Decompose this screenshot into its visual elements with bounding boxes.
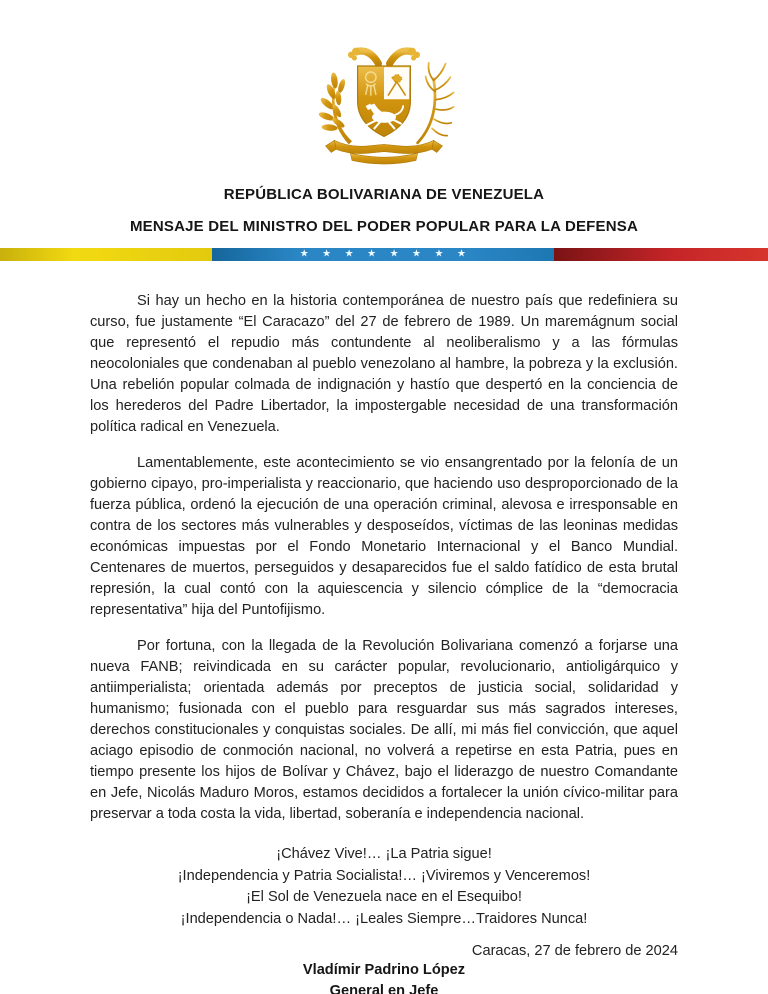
star-icon: ★: [344, 248, 354, 259]
flag-blue-band: [212, 248, 554, 261]
paragraph: Lamentablemente, este acontecimiento se vio ensangrentado por la felonía de un gobierno cipayo, pro-imperialista y reaccionario, que haciendo uso desproporcionado de la fuerza pública, ordenó la ejecución de una operación criminal, alevosa e irresponsable en contra de los sectores más vulnerables y desposeídos, víctimas de las leoninas medidas económicas impuestas por el Fondo Monetario Internacional y el Banco Mundial. Centenares de muertos, perseguidos y desaparecidos fue el saldo fatídico de esta brutal represión, la cual contó con la aquiescencia y silencio cómplice de la “democracia representativa” hija del Puntofijismo.: [90, 455, 678, 618]
star-icon: ★: [389, 248, 399, 259]
slogan-line: ¡Independencia y Patria Socialista!… ¡Viviremos y Venceremos!: [177, 867, 591, 884]
slogan-line: ¡El Sol de Venezuela nace en el Esequibo!: [246, 889, 522, 905]
title-message: MENSAJE DEL MINISTRO DEL PODER POPULAR PARA LA DEFENSA: [129, 218, 639, 235]
paragraph: Si hay un hecho en la historia contemporánea de nuestro país que redefiniera su curso, fue justamente “El Caracazo” del 27 de febrero de 1989. Un maremágnum social que representó el repudio más contundente al neoliberalismo y a las fórmulas neocoloniales que condenaban al pueblo venezolano al hambre, la pobreza y la exclusión. Una rebelión popular colmada de indignación y hastío que despertó en la conciencia de los herederos del Padre Libertador, la impostergable necesidad de una transformación política radical en Venezuela.: [90, 293, 678, 435]
paragraph: Por fortuna, con la llegada de la Revolución Bolivariana comenzó a forjarse una nueva FANB; reivindicada en su carácter popular, revolucionario, antioligárquico y antiimperialista; orientada además por preceptos de justicia social, solidaridad y humanismo; fusionada con el pueblo para resguardar sus más sagrados intereses, derechos constitucionales y conquistas sociales. De allí, mi más fiel convicción, que aquel aciago episodio de conmoción nacional, no volverá a repetirse en esta Patria, pues en tiempo presente los hijos de Bolívar y Chávez, bajo el liderazgo de nuestro Comandante en Jefe, Nicolás Maduro Moros, estamos decididos a fortalecer la unión cívico-militar para preservar a toda costa la vida, libertad, soberanía e independencia nacional.: [90, 638, 678, 822]
letter-body: [90, 291, 678, 930]
document-header: [0, 186, 768, 235]
flag-yellow-band: [0, 248, 212, 261]
star-icon: ★: [412, 248, 422, 259]
star-icon: ★: [299, 248, 309, 259]
star-icon: ★: [434, 248, 444, 259]
signature-title: General en Jefe: [329, 983, 439, 994]
flag-stars: [300, 250, 466, 260]
star-icon: ★: [322, 248, 332, 259]
title-republic: REPÚBLICA BOLIVARIANA DE VENEZUELA: [223, 186, 545, 203]
signature-block: [0, 960, 768, 994]
emblem-container: [0, 0, 768, 174]
flag-red-band: [554, 248, 768, 261]
star-icon: ★: [367, 248, 377, 259]
flag-divider: [0, 248, 768, 261]
slogan-line: ¡Independencia o Nada!… ¡Leales Siempre…Traidores Nunca!: [180, 910, 588, 927]
slogan-line: ¡Chávez Vive!… ¡La Patria sigue!: [276, 846, 492, 862]
dateline: Caracas, 27 de febrero de 2024: [471, 943, 678, 959]
venezuela-coat-of-arms-icon: [296, 42, 472, 174]
signature-name: Vladímir Padrino López: [302, 962, 466, 978]
slogan-block: [90, 844, 678, 930]
star-icon: ★: [456, 248, 466, 259]
